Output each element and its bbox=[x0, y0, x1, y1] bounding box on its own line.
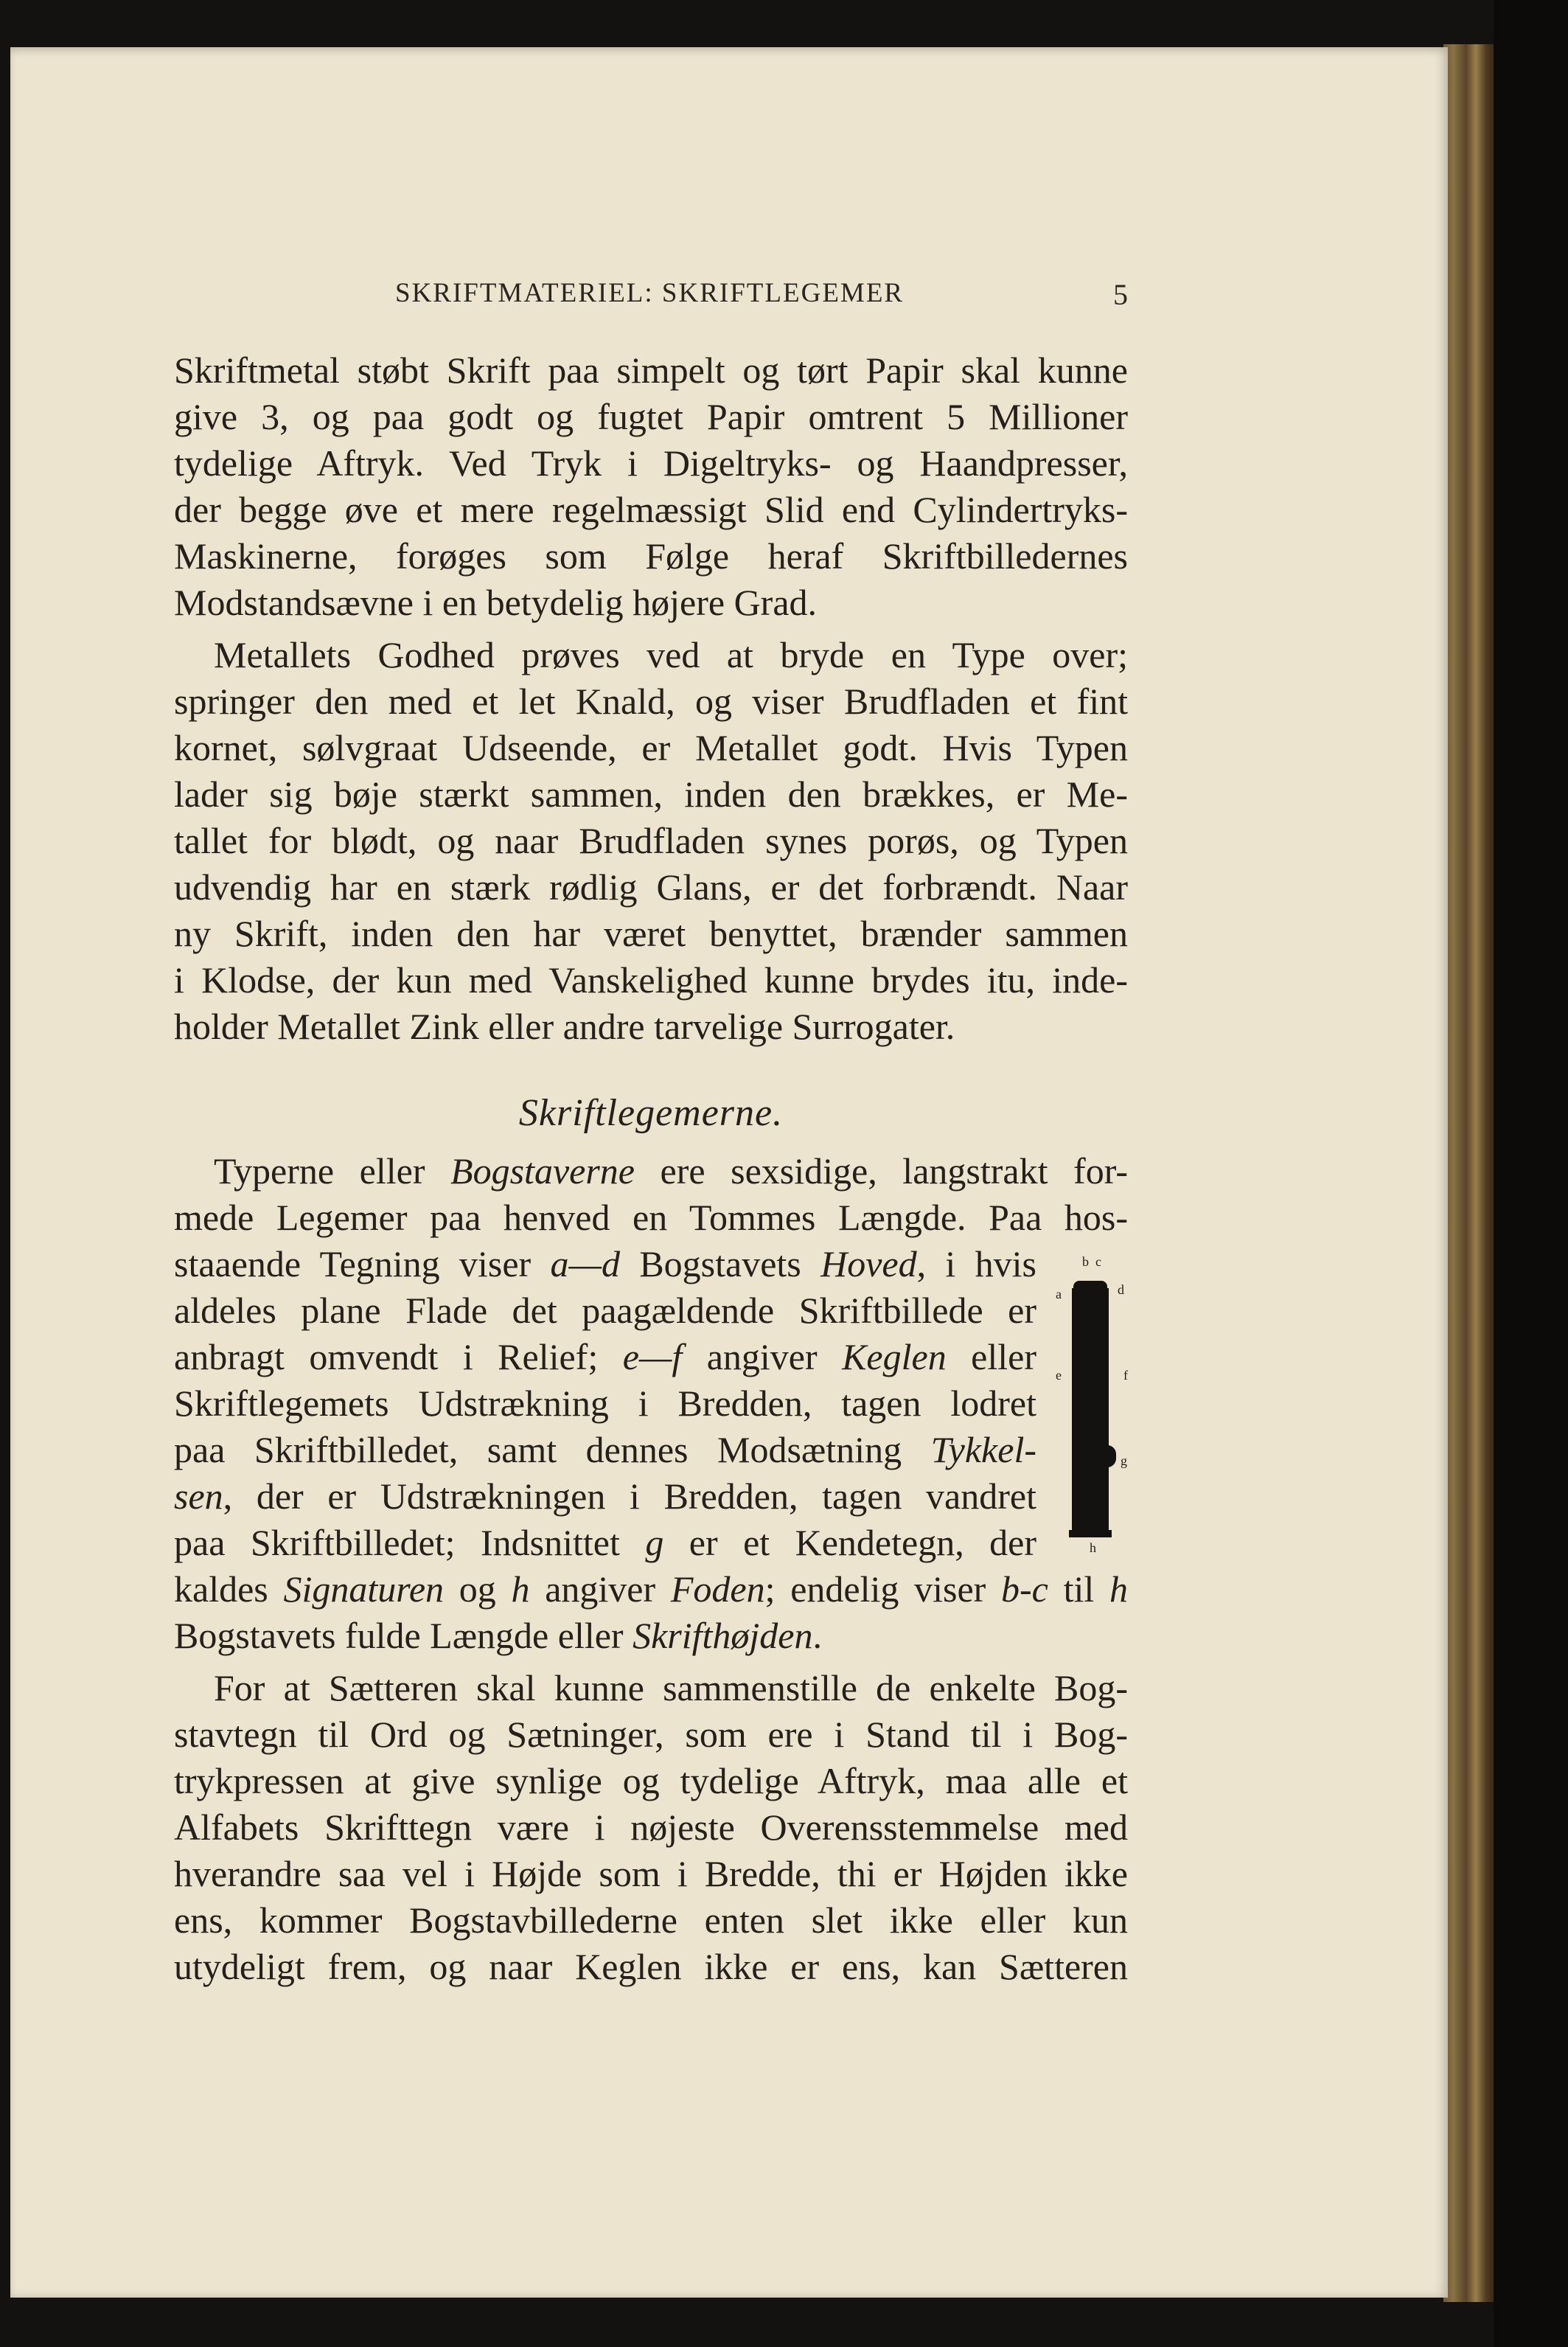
type-body-figure bbox=[1047, 1250, 1157, 1560]
book-spine bbox=[1443, 44, 1494, 2302]
text-line: For at Sætteren skal kunne sammenstille de enkelte Bog- bbox=[214, 1667, 1128, 1708]
text-line: ens, kommer Bogstavbillederne enten slet ikke eller kun bbox=[174, 1899, 1128, 1941]
text-line: der begge øve et mere regelmæssigt Slid end Cylindertryks- bbox=[174, 489, 1128, 530]
type-foot-shape bbox=[1069, 1530, 1112, 1537]
figure-label-h: h bbox=[1090, 1540, 1096, 1555]
text-line: aldeles plane Flade det paagældende Skriftbillede er bbox=[174, 1290, 1036, 1331]
text-line: udvendig har en stærk rødlig Glans, er det forbrændt. Naar bbox=[174, 866, 1128, 908]
text-line: Skriftlegemets Udstrækning i Bredden, tagen lodret bbox=[174, 1383, 1036, 1424]
text-line: Alfabets Skrifttegn være i nøjeste Overensstemmelse med bbox=[174, 1807, 1128, 1848]
figure-label-a: a bbox=[1056, 1287, 1062, 1301]
text-line: anbragt omvendt i Relief; e—f angiver Keglen eller bbox=[174, 1336, 1036, 1377]
figure-label-e: e bbox=[1056, 1368, 1062, 1383]
text-line: lader sig bøje stærkt sammen, inden den brækkes, er Me- bbox=[174, 773, 1128, 815]
text-line: Skriftmetal støbt Skrift paa simpelt og tørt Papir skal kunne bbox=[174, 350, 1128, 391]
text-line: Maskinerne, forøges som Følge heraf Skriftbilledernes bbox=[174, 535, 1128, 577]
text-line: Modstandsævne i en betydelig højere Grad. bbox=[174, 582, 818, 623]
text-line: give 3, og paa godt og fugtet Papir omtrent 5 Millioner bbox=[174, 396, 1128, 437]
text-line: utydeligt frem, og naar Keglen ikke er ens, kan Sætteren bbox=[174, 1946, 1128, 1987]
text-line: hverandre saa vel i Højde som i Bredde, thi er Højden ikke bbox=[174, 1853, 1128, 1894]
text-line: stavtegn til Ord og Sætninger, som ere i Stand til i Bog- bbox=[174, 1714, 1128, 1755]
text-line: staaende Tegning viser a—d Bogstavets Hoved, i hvis bbox=[174, 1243, 1036, 1284]
text-line: holder Metallet Zink eller andre tarvelige Surrogater. bbox=[174, 1006, 955, 1047]
page-number: 5 bbox=[1113, 278, 1128, 311]
text-line: kaldes Signaturen og h angiver Foden; endelig viser b-c til h bbox=[174, 1568, 1128, 1610]
text-line: ny Skrift, inden den har været benyttet, brænder sammen bbox=[174, 913, 1128, 954]
section-heading: Skriftlegemerne. bbox=[518, 1092, 784, 1134]
figure-label-g: g bbox=[1121, 1453, 1127, 1468]
text-line: Bogstavets fulde Længde eller Skrifthøjden. bbox=[174, 1615, 822, 1656]
figure-label-b: b bbox=[1082, 1254, 1089, 1269]
text-line: trykpressen at give synlige og tydelige Aftryk, maa alle et bbox=[174, 1760, 1128, 1801]
figure-label-f: f bbox=[1123, 1368, 1128, 1383]
figure-label-d: d bbox=[1118, 1282, 1124, 1297]
text-line: i Klodse, der kun med Vanskelighed kunne brydes itu, inde- bbox=[174, 959, 1128, 1001]
text-line: Typerne eller Bogstaverne ere sexsidige, langstrakt for- bbox=[214, 1150, 1128, 1192]
type-body-shape bbox=[1072, 1288, 1109, 1531]
text-line: tydelige Aftryk. Ved Tryk i Digeltryks- og Haandpresser, bbox=[174, 442, 1128, 484]
text-line: kornet, sølvgraat Udseende, er Metallet godt. Hvis Typen bbox=[174, 727, 1128, 768]
text-line: sen, der er Udstrækningen i Bredden, tagen vandret bbox=[174, 1475, 1036, 1517]
figure-label-c: c bbox=[1095, 1254, 1101, 1269]
running-header: SKRIFTMATERIEL: SKRIFTLEGEMER bbox=[395, 278, 905, 308]
text-line: tallet for blødt, og naar Brudfladen synes porøs, og Typen bbox=[174, 820, 1128, 861]
text-line: paa Skriftbilledet, samt dennes Modsætning Tykkel- bbox=[174, 1429, 1036, 1470]
background-edge bbox=[1494, 0, 1568, 2347]
text-line: mede Legemer paa henved en Tommes Længde. Paa hos- bbox=[174, 1197, 1128, 1238]
type-nick-shape bbox=[1107, 1445, 1116, 1467]
text-line: springer den med et let Knald, og viser Brudfladen et fint bbox=[174, 681, 1128, 722]
text-line: paa Skriftbilledet; Indsnittet g er et Kendetegn, der bbox=[174, 1522, 1036, 1563]
text-line: Metallets Godhed prøves ved at bryde en Type over; bbox=[214, 634, 1128, 675]
